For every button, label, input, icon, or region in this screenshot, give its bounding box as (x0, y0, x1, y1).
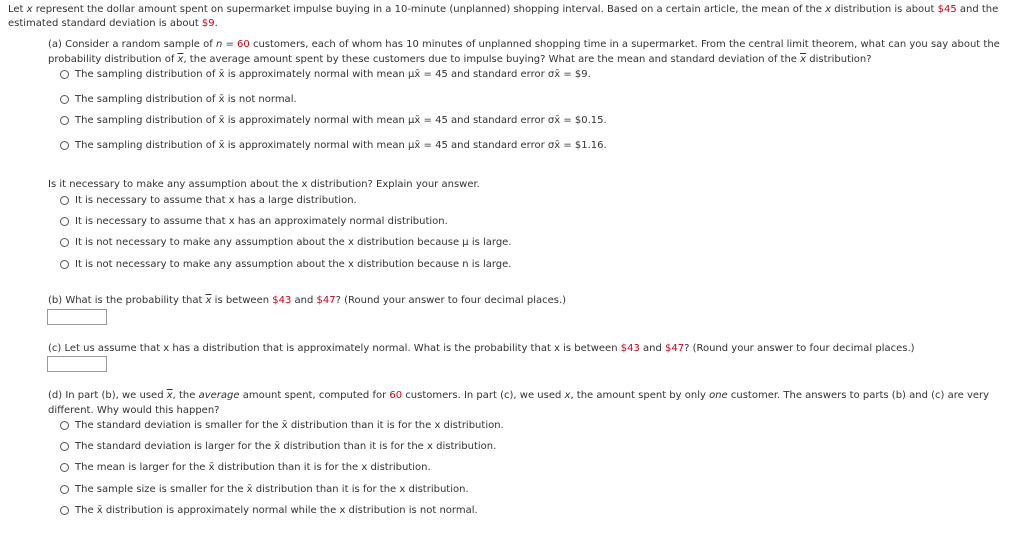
question-text: and (291, 295, 317, 306)
part-d-option-4-radio[interactable] (60, 485, 69, 494)
part-d-line-1 (48, 389, 989, 403)
part-a-option-1-radio[interactable] (60, 70, 69, 79)
low-value: $43 (272, 295, 292, 306)
assumption-option-4-radio[interactable] (60, 260, 69, 269)
high-value: $47 (665, 343, 685, 354)
question-text: customer. The answers to parts (b) and (c) are very (727, 390, 990, 401)
assumption-option-1-radio[interactable] (60, 196, 69, 205)
part-a-option-3-radio[interactable] (60, 116, 69, 125)
n-value: 60 (389, 390, 403, 401)
question-text: (b) What is the probability that (48, 295, 206, 306)
question-text: , the average amount spent by these customers due to impulse buying? What are the mean and standard deviation of the (183, 54, 801, 65)
intro-text: . (214, 18, 218, 29)
part-d-option-1[interactable]: The standard deviation is smaller for the x̄ distribution than it is for the x distribution. (75, 420, 504, 431)
part-b-question (48, 294, 566, 308)
var-xbar: $\overline{x}$ (800, 54, 807, 65)
assumption-option-4[interactable]: It is not necessary to make any assumption about the x distribution because n is large. (75, 259, 512, 270)
part-a-option-4-radio[interactable] (60, 141, 69, 150)
part-d-option-5-radio[interactable] (60, 506, 69, 515)
part-d-option-1-radio[interactable] (60, 421, 69, 430)
question-text: customers, each of whom has 10 minutes of unplanned shopping time in a supermarket. From the central limit theorem, what can you say about the (249, 39, 1000, 50)
part-b-answer-input[interactable] (47, 309, 107, 325)
var-xbar: $\overline{x}$ (166, 390, 173, 401)
var-x: x (564, 390, 571, 401)
assumption-option-2-radio[interactable] (60, 217, 69, 226)
part-c-answer-input[interactable] (47, 356, 107, 372)
question-text: distribution? (806, 54, 872, 65)
part-a-option-4[interactable]: The sampling distribution of x̄ is approximately normal with mean μx̄ = 45 and standard error σx̄ = $1.16. (75, 140, 607, 151)
var-xbar: $\overline{x}$ (205, 295, 212, 306)
assumption-option-3-radio[interactable] (60, 238, 69, 247)
question-text: (c) Let us assume that x has a distribution that is approximately normal. What is the probability that x is between (48, 343, 621, 354)
intro-line-2 (8, 17, 218, 31)
question-text: ? (Round your answer to four decimal places.) (335, 295, 567, 306)
question-text: and (639, 343, 665, 354)
part-a-option-2[interactable]: The sampling distribution of x̄ is not normal. (75, 94, 297, 105)
intro-text: Let (8, 4, 27, 15)
intro-text: estimated standard deviation is about (8, 18, 202, 29)
question-text: (d) In part (b), we used (48, 390, 167, 401)
question-text: , the amount spent by only (570, 390, 710, 401)
emphasis-average: average (198, 390, 240, 401)
intro-text: and the (956, 4, 999, 15)
part-a-option-3[interactable]: The sampling distribution of x̄ is approximately normal with mean μx̄ = 45 and standard error σx̄ = $0.15. (75, 115, 607, 126)
question-text: customers. In part (c), we used (402, 390, 565, 401)
var-n: n (215, 39, 223, 50)
assumption-option-2[interactable]: It is necessary to assume that x has an approximately normal distribution. (75, 216, 448, 227)
question-text: probability distribution of (48, 54, 178, 65)
high-value: $47 (316, 295, 336, 306)
question-text: ? (Round your answer to four decimal places.) (684, 343, 915, 354)
part-a-line-2 (48, 53, 872, 67)
question-text: amount spent, computed for (239, 390, 390, 401)
low-value: $43 (620, 343, 640, 354)
sd-value: $9 (201, 18, 215, 29)
part-d-option-3[interactable]: The mean is larger for the x̄ distribution than it is for the x distribution. (75, 462, 431, 473)
var-xbar: $\overline{x}$ (177, 54, 184, 65)
intro-text: distribution is about (831, 4, 938, 15)
part-a-option-1[interactable]: The sampling distribution of x̄ is approximately normal with mean μx̄ = 45 and standard error σx̄ = $9. (75, 69, 591, 80)
var-x: x (26, 4, 33, 15)
question-text: is between (211, 295, 273, 306)
part-d-option-2[interactable]: The standard deviation is larger for the x̄ distribution than it is for the x distribution. (75, 441, 497, 452)
assumption-question: Is it necessary to make any assumption about the x distribution? Explain your answer. (48, 179, 480, 190)
intro-text: represent the dollar amount spent on supermarket impulse buying in a 10-minute (unplanned) shopping interval. Based on a certain article, the mean of the (32, 4, 826, 15)
intro-line-1 (8, 3, 998, 17)
var-x: x (825, 4, 832, 15)
n-value: 60 (237, 39, 250, 50)
question-text: = (222, 39, 238, 50)
part-a-line-1 (48, 38, 1000, 52)
part-d-line-2: different. Why would this happen? (48, 405, 220, 416)
emphasis-one: one (709, 390, 728, 401)
part-a-option-2-radio[interactable] (60, 95, 69, 104)
mean-value: $45 (937, 4, 957, 15)
part-d-option-2-radio[interactable] (60, 442, 69, 451)
part-d-option-4[interactable]: The sample size is smaller for the x̄ distribution than it is for the x distribution. (75, 484, 469, 495)
part-d-option-5[interactable]: The x̄ distribution is approximately normal while the x distribution is not normal. (75, 505, 478, 516)
part-d-option-3-radio[interactable] (60, 463, 69, 472)
assumption-option-3[interactable]: It is not necessary to make any assumption about the x distribution because μ is large. (75, 237, 512, 248)
part-c-question (48, 342, 915, 356)
question-text: , the (172, 390, 199, 401)
question-text: (a) Consider a random sample of (48, 39, 216, 50)
assumption-option-1[interactable]: It is necessary to assume that x has a large distribution. (75, 195, 357, 206)
